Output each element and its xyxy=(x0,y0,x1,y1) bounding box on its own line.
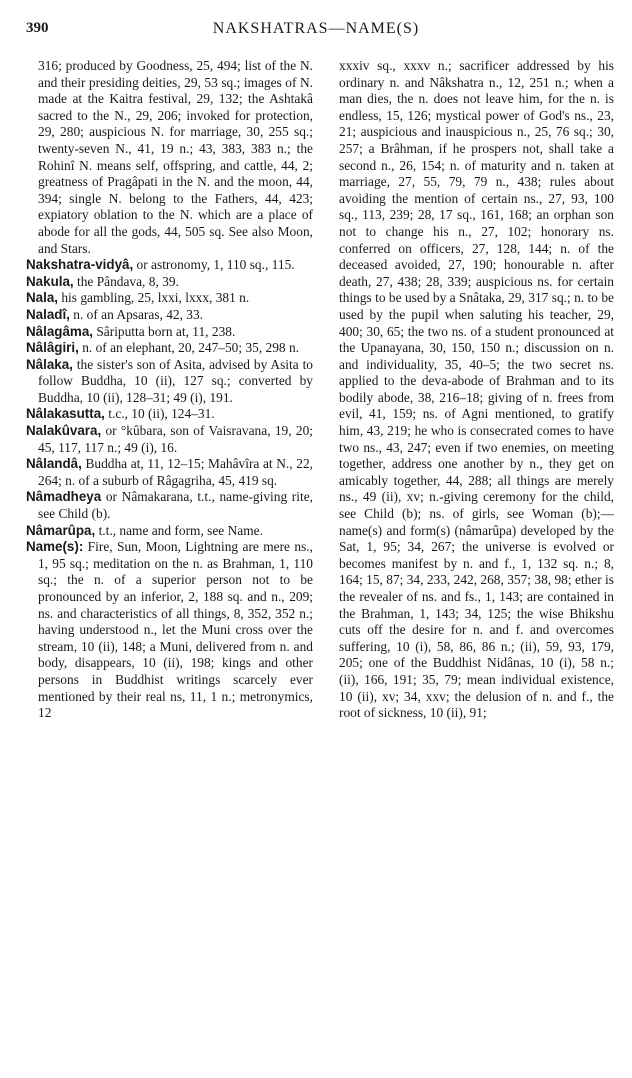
index-entry xyxy=(327,58,614,722)
entry-headword: Nâlâgiri, xyxy=(26,340,79,356)
entry-headword: Name(s): xyxy=(26,539,84,555)
index-entry xyxy=(26,539,313,722)
entry-text: Fire, Sun, Moon, Lightning are mere ns., 1, 95 sq.; meditation on the n. as Brahman, 1, 110 sq.; the n. of a superior person not to be pronounced by an inferior, 2, 188 sq. and n., 209; ns. and characteristics of all things, 8, 352, 352 n.; having understood n., let the Muni cross over the stream, 10 (ii), 148; a Muni, delivered from n. and body, disappears, 10 (ii), 198; kings and other persons in Buddhist writings scarcely ever mentioned by their real ns, 11, 1 n.; metronymics, 12 xyxy=(38,539,313,721)
index-entry xyxy=(26,58,313,257)
index-entry xyxy=(26,523,313,540)
entry-headword: Nâlaka, xyxy=(26,356,73,372)
entry-text: xxxiv sq., xxxv n.; sacrificer addressed by his ordinary n. and Nâkshatra n., 12, 251 n.; when a man dies, the n. does not leave him, for the n. is endless, 15, 126; mystical power of God's ns., 23, 21; auspicious and inauspicious n., 25, 76 sq.; 30, 257; a Brâhman, if he prospers not, shall take a second n., 26, 154; n. of maturity and n. taken at marriage, 27, 55, 79, 79 n., 438; rules about avoiding the mention of certain ns., 27, 93, 100 sq., 113, 239; 28, 17 sq., 161, 168; an orphan son not to change his n., 27, 102; honorary ns. conferred on officers, 27, 128, 144; n. of the deceased avoided, 27, 190; honourable n. after death, 27, 438; 28, 339; auspicious ns. for certain things to be used by a Snâtaka, 29, 317 sq.; n. to be used by the pupil when saluting his teacher, 29, 400; 30, 65; the two ns. of a student pronounced at the Upanayana, 30, 150, 150 n.; discussion on n. and individuality, 35, 40–5; the two secret ns. applied to the deva-abode of Brahman and to its bodily abode, 38, 216–18; giving of n. frees from evil, 41, 159; ns. of Agni mentioned, to gratify him, 43, 219; he who is consecrated comes to have two ns., 43, 247; even if two enemies, on meeting together, address one another by n., they get on amicably together, 44, 288; all things are merely ns., 49 (ii), xv; n.-giving ceremony for the child, see Child (b); ns. of girls, see Woman (b);—name(s) and form(s) (nâmarûpa) developed by the Sat, 1, 95; 34, 267; the universe is evolved or becomes manifest by n. and f., 1, 132 sq. n.; 8, 164; 15, 87; 34, 233, 242, 268, 357; 38, 98; ether is the revealer of ns. and fs., 1, 143; are contained in the Brahman, 1, 143; 34, 125; the wise Bhikshu cuts off the desire for n. and f. and overcomes suffering, 10 (i), 58, 86, 86 n.; (ii), 59, 93, 179, 205; one of the Buddhist Nidânas, 10 (i), 58 n.; (ii), 166, 191; 35, 79; mean individual existence, 10 (ii), xv; 34, xxv; the delusion of n. and f., the root of sickness, 10 (ii), 91; xyxy=(339,58,614,721)
index-entry xyxy=(26,456,313,489)
page-number: 390 xyxy=(26,20,49,36)
entry-headword: Nâlakasutta, xyxy=(26,406,105,422)
entry-headword: Nakshatra-vidyâ, xyxy=(26,257,134,273)
entry-text: t.c., 10 (ii), 124–31. xyxy=(104,406,215,422)
page-header xyxy=(26,20,606,42)
entry-text: Buddha at, 11, 12–15; Mahâvîra at N., 22, 264; n. of a suburb of Râgagriha, 45, 419 sq. xyxy=(38,456,313,488)
right-column xyxy=(327,58,614,1068)
entry-headword: Nalakûvara, xyxy=(26,423,102,439)
entry-text: his gambling, 25, lxxi, lxxx, 381 n. xyxy=(58,290,250,306)
index-entry xyxy=(26,340,313,357)
left-column xyxy=(26,58,313,1068)
entry-text: n. of an elephant, 20, 247–50; 35, 298 n. xyxy=(78,340,300,356)
entry-headword: Nâlagâma, xyxy=(26,323,93,339)
entry-text: n. of an Apsaras, 42, 33. xyxy=(69,306,204,322)
index-entry xyxy=(26,307,313,324)
entry-headword: Nâmarûpa, xyxy=(26,522,96,538)
entry-text: 316; produced by Goodness, 25, 494; list of the N. and their presiding deities, 29, 53 sq.; images of N. made at the Kaitra festival, 29, 132; the Ashtakâ sacred to the N., 29, 206; invoked for protection, 29, 280; auspicious N. for marriage, 30, 255 sq.; twenty-seven N., 41, 19 n.; 43, 383, 383 n.; the Rohinî N. means self, offspring, and cattle, 44, 2; greatness of Pragâpati in the N. and the moon, 44, 394; single N. belong to the Fathers, 44, 423; expiatory oblation to the N. which are a place of abode for all the gods, 44, 505 sq. See also Moon, and Stars. xyxy=(38,58,313,256)
index-entry xyxy=(26,257,313,274)
running-head: NAKSHATRAS—NAME(S) xyxy=(212,20,420,37)
index-entry xyxy=(26,406,313,423)
index-entry xyxy=(26,489,313,522)
entry-headword: Nâlandâ, xyxy=(26,456,82,472)
index-entry xyxy=(26,290,313,307)
index-entry xyxy=(26,274,313,291)
index-entry xyxy=(26,357,313,407)
index-entry xyxy=(26,324,313,341)
entry-text: the sister's son of Asita, advised by Asita to follow Buddha, 10 (ii), 127 sq.; converted by Buddha, 10 (ii), 128–31; 49 (i), 191. xyxy=(38,356,313,405)
entry-text: or Nâmakarana, t.t., name-giving rite, see Child (b). xyxy=(38,489,313,522)
entry-headword: Nâmadheya xyxy=(26,489,102,505)
entry-text: t.t., name and form, see Name. xyxy=(95,522,263,538)
entry-text: or astronomy, 1, 110 sq., 115. xyxy=(133,257,295,273)
entry-headword: Nakula, xyxy=(26,273,74,289)
index-entry xyxy=(26,423,313,456)
entry-text: Sâriputta born at, 11, 238. xyxy=(93,323,236,339)
entry-headword: Nala, xyxy=(26,290,59,306)
entry-text: the Pândava, 8, 39. xyxy=(73,273,179,289)
entry-text: or °kûbara, son of Vaisravana, 19, 20; 45, 117, 117 n.; 49 (i), 16. xyxy=(38,423,313,455)
entry-headword: Naladî, xyxy=(26,306,70,322)
index-columns xyxy=(26,58,614,1068)
